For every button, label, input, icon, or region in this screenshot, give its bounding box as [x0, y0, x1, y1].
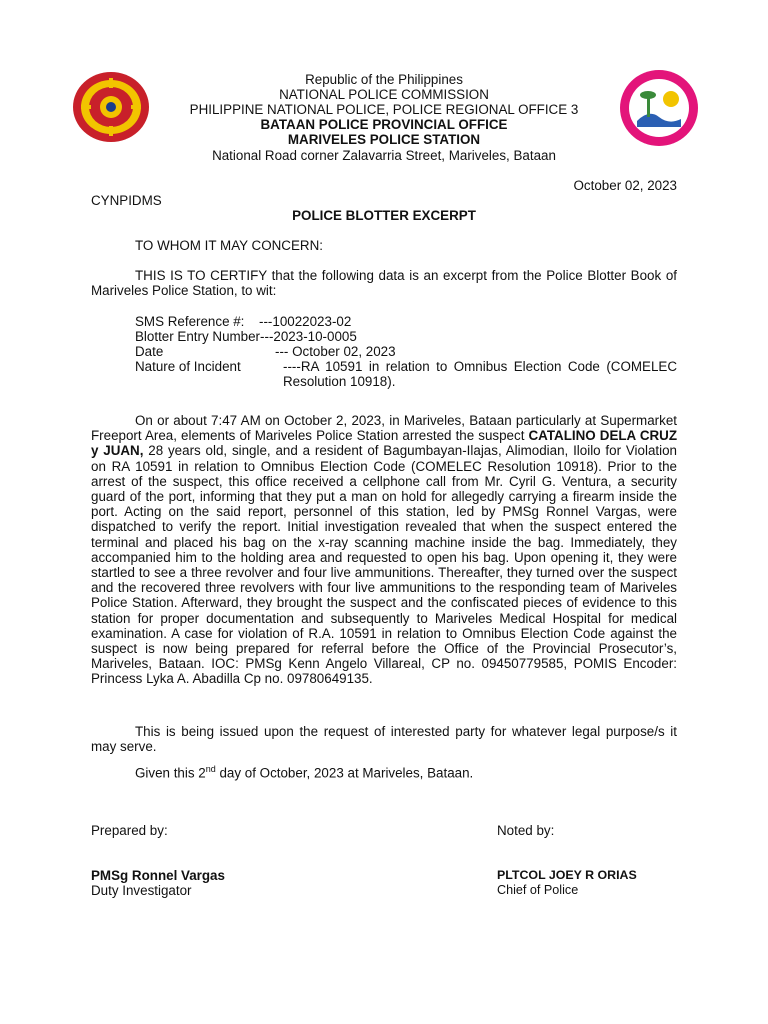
document-title: POLICE BLOTTER EXCERPT — [292, 208, 476, 223]
field-sms-value: ---10022023-02 — [259, 314, 352, 329]
header-napolcom: NATIONAL POLICE COMMISSION — [279, 87, 489, 102]
noted-role: Chief of Police — [497, 883, 579, 897]
field-blotter-value: ---2023-10-0005 — [260, 329, 357, 344]
field-sms-label: SMS Reference #: — [135, 314, 245, 329]
prepared-role: Duty Investigator — [91, 883, 192, 898]
narrative-intro: On or about 7:47 AM on October 2, 2023, in Mariveles, Bataan particularly at Supermarket Freeport Area, elements of Mariveles Police Station arrested the suspect — [91, 413, 677, 444]
given-suffix: day of October, 2023 at Mariveles, Bataan. — [215, 765, 474, 781]
narrative-paragraph — [91, 413, 677, 687]
noted-name: PLTCOL JOEY R ORIAS — [497, 868, 637, 882]
document-code: CYNPIDMS — [91, 193, 162, 208]
narrative-body: 28 years old, single, and a resident of Bagumbayan-Ilajas, Alimodian, Iloilo for Violation on RA 10591 in relation to Omnibus Election Code (COMELEC Resolution 10918). Prior to the arrest of the suspect, this office received a cellphone call from Mr. Cyril G. Ventura, a security guard of the port, informing that they put a man on hold for allegedly carrying a firearm inside the port. Acting on the said report, personnel of this station, led by PMSg Ronnel Vargas, were dispatched to verify the report. Initial investigation revealed that when the suspect entered the terminal and placed his bag on the x-ray scanning machine inside the bag. Immediately, they accompanied him to the holding area and requested to open his bag. Upon opening it, they were startled to see a three revolver and four live ammunitions. Thereafter, they turned over the suspect and the recovered three revolvers with four live ammunitions to the responding team of Mariveles Police Station. Afterward, they brought the suspect and the confiscated pieces of evidence to this station for proper documentation and subsequently to Mariveles Medical Hospital for medical examination. A case for violation of R.A. 10591 in relation to Omnibus Election Code against the suspect is now being prepared for referral before the Office of the Provincial Prosecutor’s, Mariveles, Bataan. IOC: PMSg Kenn Angelo Villareal, CP no. 09450779585, POMIS Encoder: Princess Lyka A. Abadilla Cp no. 09780649135. — [91, 443, 677, 687]
certify-paragraph: THIS IS TO CERTIFY that the following data is an excerpt from the Police Blotter Book of Mariveles Police Station, to wit: — [91, 268, 677, 299]
prepared-name: PMSg Ronnel Vargas — [91, 868, 225, 883]
field-blotter — [135, 329, 357, 344]
field-date-value: --- October 02, 2023 — [275, 344, 396, 359]
header-station: MARIVELES POLICE STATION — [287, 132, 481, 147]
field-blotter-label: Blotter Entry Number — [135, 329, 261, 344]
given-line — [135, 762, 473, 781]
header-address: National Road corner Zalavarria Street, Mariveles, Bataan — [212, 148, 556, 163]
document-date: October 02, 2023 — [573, 178, 677, 193]
suspect-name: CATALINO DELA CRUZ y JUAN, — [91, 428, 678, 459]
field-sms — [135, 314, 351, 329]
salutation: TO WHOM IT MAY CONCERN: — [135, 238, 323, 253]
header-provincial-office: BATAAN POLICE PROVINCIAL OFFICE — [260, 117, 508, 132]
issued-paragraph: This is being issued upon the request of interested party for whatever legal purpose/s it may serve. — [91, 724, 677, 755]
field-nature-label: Nature of Incident — [135, 359, 241, 374]
noted-label: Noted by: — [497, 823, 555, 838]
field-date-label: Date — [135, 344, 164, 359]
given-prefix: Given this 2 — [135, 765, 206, 781]
given-sup: nd — [205, 764, 216, 774]
field-date — [135, 344, 396, 359]
prepared-label: Prepared by: — [91, 823, 168, 838]
header-republic: Republic of the Philippines — [305, 72, 463, 87]
header-pnp-region: PHILIPPINE NATIONAL POLICE, POLICE REGIONAL OFFICE 3 — [189, 102, 579, 117]
field-nature-value: ----RA 10591 in relation to Omnibus Election Code (COMELEC Resolution 10918). — [283, 359, 677, 389]
field-nature — [135, 359, 677, 389]
